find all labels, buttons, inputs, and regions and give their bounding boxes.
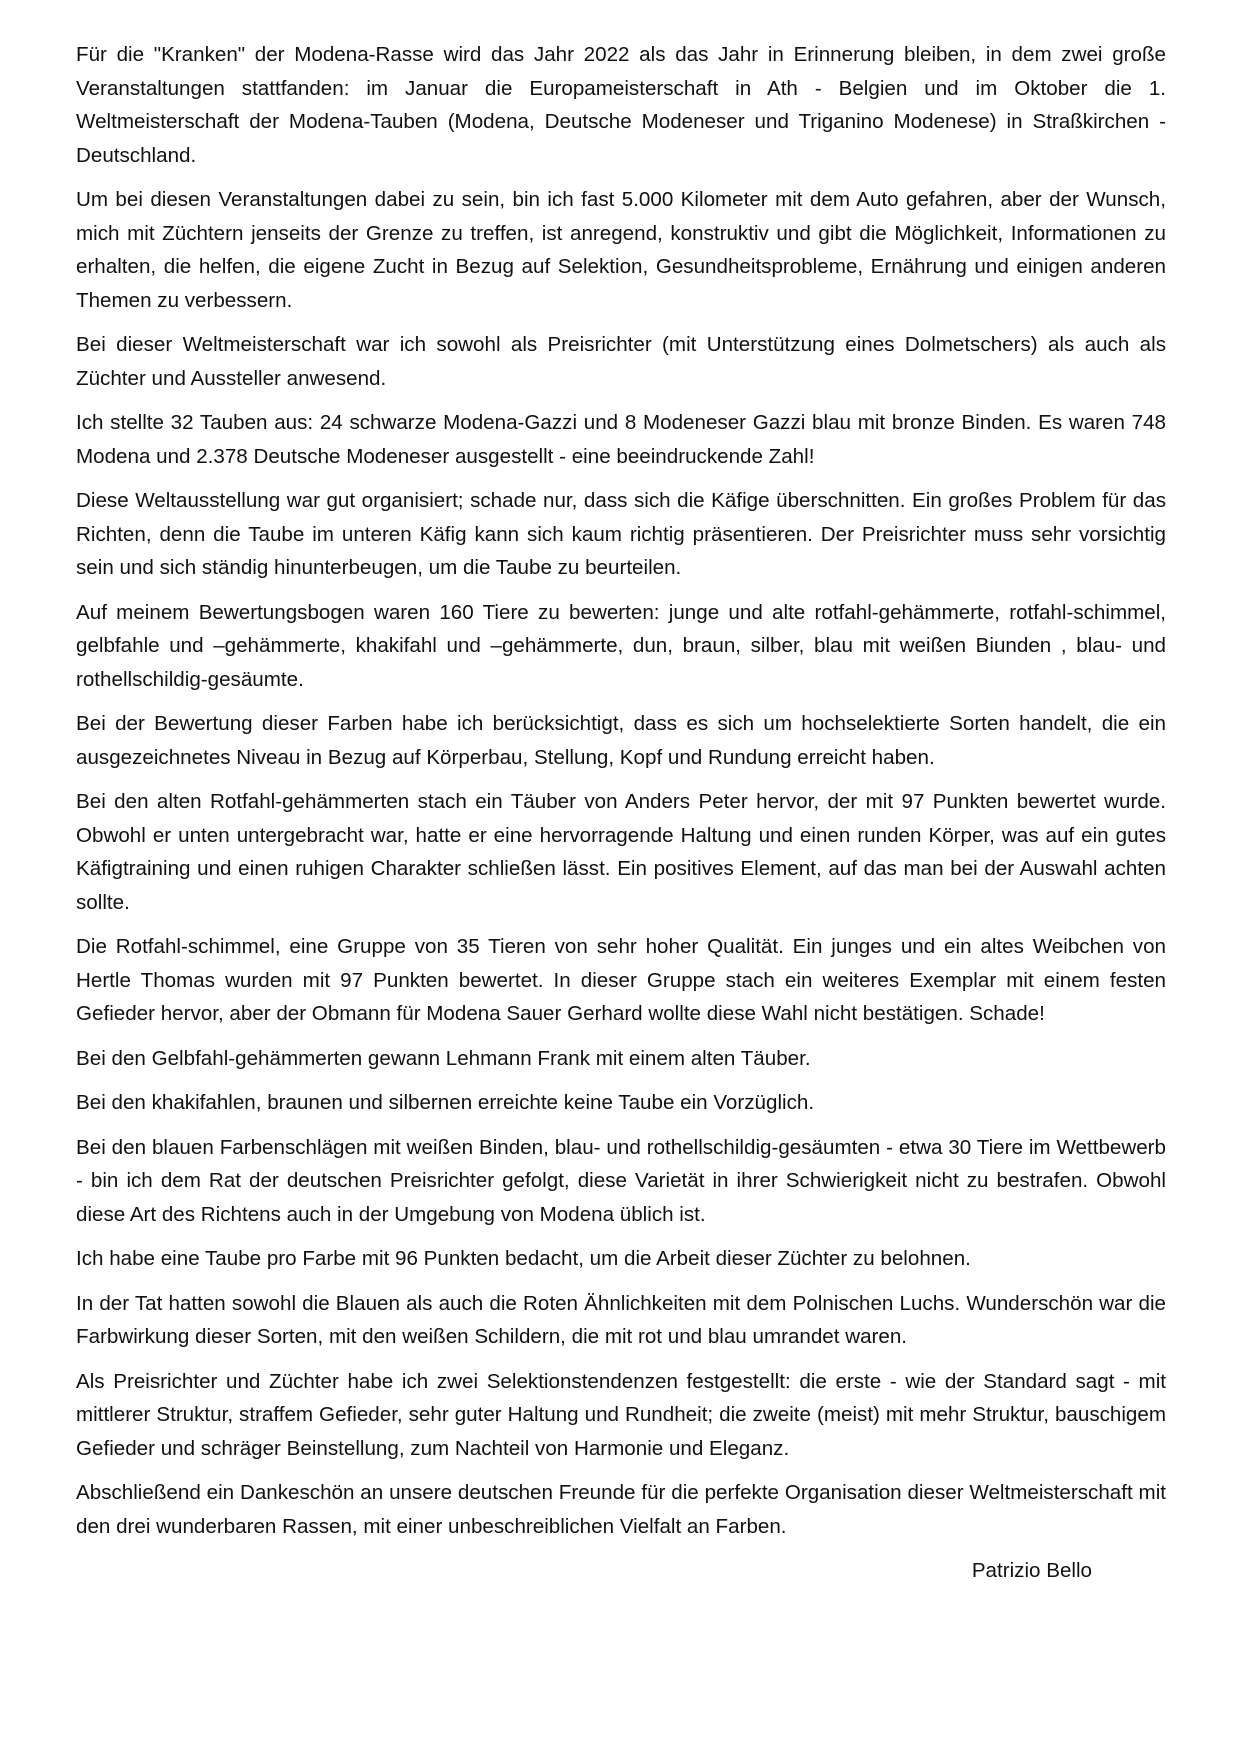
paragraph-96-points: Ich habe eine Taube pro Farbe mit 96 Punkten bedacht, um die Arbeit dieser Züchter zu belohnen. <box>76 1247 971 1270</box>
paragraph-evaluation: Bei der Bewertung dieser Farben habe ich berücksichtigt, dass es sich um hochselektierte Sorten handelt, die ein ausgezeichnetes Niveau in Bezug auf Körperbau, Stellung, Kopf und Rundung erreicht haben. <box>76 712 1166 769</box>
paragraph-exhibit-count: Ich stellte 32 Tauben aus: 24 schwarze Modena-Gazzi und 8 Modeneser Gazzi blau mit bronze Binden. Es waren 748 Modena und 2.378 Deutsche Modeneser ausgestellt - eine beeindruckende Zahl! <box>76 411 1166 468</box>
author-signature: Patrizio Bello <box>971 1559 1092 1582</box>
paragraph-role: Bei dieser Weltmeisterschaft war ich sowohl als Preisrichter (mit Unterstützung eines Dolmetschers) als auch als Züchter und Aussteller anwesend. <box>76 333 1166 390</box>
paragraph-intro: Für die "Kranken" der Modena-Rasse wird das Jahr 2022 als das Jahr in Erinnerung bleiben, in dem zwei große Veranstaltungen stattfanden: im Januar die Europameisterschaft in Ath - Belgien und im Oktober die 1. Weltmeisterschaft der Modena-Tauben (Modena, Deutsche Modeneser und Triganino Modenese) in Straßkirchen - Deutschland. <box>76 43 1166 167</box>
paragraph-khakifahl: Bei den khakifahlen, braunen und silbernen erreichte keine Taube ein Vorzüglich. <box>76 1091 815 1114</box>
paragraph-gelbfahl: Bei den Gelbfahl-gehämmerten gewann Lehmann Frank mit einem alten Täuber. <box>76 1046 811 1070</box>
paragraph-thanks: Abschließend ein Dankeschön an unsere deutschen Freunde für die perfekte Organisation dieser Weltmeisterschaft mit den drei wunderbaren Rassen, mit einer unbeschreiblichen Vielfalt an Farben. <box>76 1481 1166 1538</box>
paragraph-organisation: Diese Weltausstellung war gut organisiert; schade nur, dass sich die Käfige überschnitten. Ein großes Problem für das Richten, denn die Taube im unteren Käfig kann sich kaum richtig präsentieren. Der Preisrichter muss sehr vorsichtig sein und sich ständig hinunterbeugen, um die Taube zu beurteilen. <box>76 489 1166 579</box>
paragraph-rotfahl-schimmel: Die Rotfahl-schimmel, eine Gruppe von 35 Tieren von sehr hoher Qualität. Ein junges und ein altes Weibchen von Hertle Thomas wurden mit 97 Punkten bewertet. In dieser Gruppe stach ein weiteres Exemplar mit einem festen Gefieder hervor, aber der Obmann für Modena Sauer Gerhard wollte diese Wahl nicht bestätigen. Schade! <box>76 935 1166 1025</box>
paragraph-travel: Um bei diesen Veranstaltungen dabei zu sein, bin ich fast 5.000 Kilometer mit dem Auto gefahren, aber der Wunsch, mich mit Züchtern jenseits der Grenze zu treffen, ist anregend, konstruktiv und gibt die Möglichkeit, Informationen zu erhalten, die helfen, die eigene Zucht in Bezug auf Selektion, Gesundheitsprobleme, Ernährung und einigen anderen Themen zu verbessern. <box>76 188 1166 312</box>
paragraph-selection-trends: Als Preisrichter und Züchter habe ich zwei Selektionstendenzen festgestellt: die erste - wie der Standard sagt - mit mittlerer Struktur, straffem Gefieder, sehr guter Haltung und Rundheit; die zweite (meist) mit mehr Struktur, bauschigem Gefieder und schräger Beinstellung, zum Nachteil von Harmonie und Eleganz. <box>76 1369 1166 1460</box>
paragraph-blue-colours: Bei den blauen Farbenschlägen mit weißen Binden, blau- und rothellschildig-gesäumten - etwa 30 Tiere im Wettbewerb - bin ich dem Rat der deutschen Preisrichter gefolgt, diese Varietät in ihrer Schwierigkeit nicht zu bestrafen. Obwohl diese Art des Richtens auch in der Umgebung von Modena üblich ist. <box>76 1135 1166 1226</box>
paragraph-rotfahl-gehaemmert: Bei den alten Rotfahl-gehämmerten stach ein Täuber von Anders Peter hervor, der mit 97 Punkten bewertet wurde. Obwohl er unten untergebracht war, hatte er eine hervorragende Haltung und einen runden Körper, was auf ein gutes Käfigtraining und einen ruhigen Charakter schließen lässt. Ein positives Element, auf das man bei der Auswahl achten sollte. <box>76 790 1166 914</box>
article-page <box>76 38 1166 1588</box>
paragraph-judging-sheet: Auf meinem Bewertungsbogen waren 160 Tiere zu bewerten: junge und alte rotfahl-gehämmerte, rotfahl-schimmel, gelbfahle und –gehämmerte, khakifahl und –gehämmerte, dun, braun, silber, blau mit weißen Biunden , blau- und rothellschildig-gesäumte. <box>76 600 1166 691</box>
paragraph-luchs: In der Tat hatten sowohl die Blauen als auch die Roten Ähnlichkeiten mit dem Polnischen Luchs. Wunderschön war die Farbwirkung dieser Sorten, mit den weißen Schildern, die mit rot und blau umrandet waren. <box>76 1291 1166 1348</box>
